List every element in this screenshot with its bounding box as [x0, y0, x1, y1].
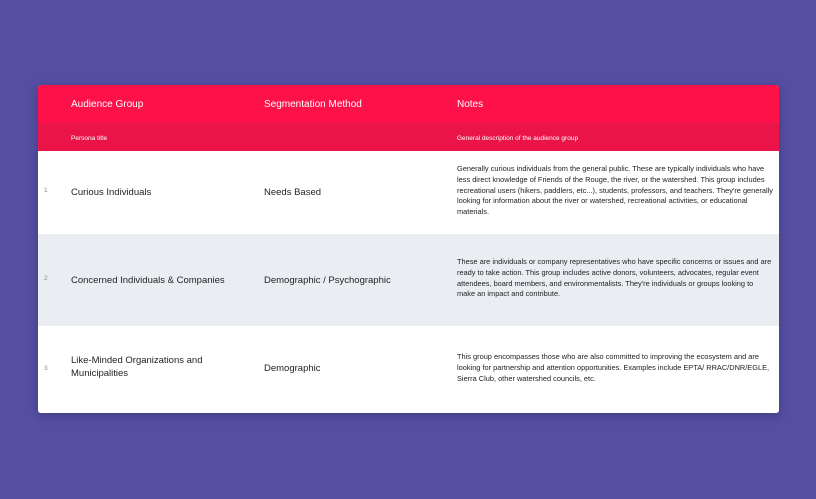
notes-cell: This group encompasses those who are also committed to improving the ecosystem and are looking for partnership and attention opportunities. Examples include EPTA/ RRAC/DNR/EGLE, Sierra Club, other watershed councils, etc.: [457, 352, 770, 383]
audience-group-cell: Curious Individuals: [71, 187, 152, 198]
audience-table-card: [38, 85, 779, 413]
header-notes: Notes: [457, 99, 484, 110]
table-header-row: [38, 85, 779, 123]
subheader-notes-description: General description of the audience group: [457, 135, 579, 142]
segmentation-method-cell: Demographic / Psychographic: [264, 275, 391, 286]
table-row: [38, 326, 779, 413]
table-row: [38, 234, 779, 326]
row-number: 1: [44, 187, 48, 194]
notes-cell: These are individuals or company representatives who have specific concerns or issues and are ready to take action. This group includes active donors, volunteers, advocates, regular event attendees, board members, and environmentalists. They're individuals or groups looking to make an impact and contribute.: [457, 257, 772, 299]
segmentation-method-cell: Needs Based: [264, 187, 322, 198]
segmentation-method-cell: Demographic: [264, 363, 321, 374]
table-subheader-row: [38, 123, 779, 151]
row-number: 2: [44, 275, 48, 282]
notes-cell: Generally curious individuals from the general public. These are typically individuals who have less direct knowledge of Friends of the Rouge, the river, or the watershed. This group includes recreational users (hikers, paddlers, etc...), students, professors, and teachers. They're generally looking for information about the river or watershed, recreational activities, or educational materials.: [457, 164, 773, 217]
audience-group-cell: Concerned Individuals & Companies: [71, 275, 225, 286]
header-segmentation-method: Segmentation Method: [264, 99, 362, 110]
subheader-persona-title: Persona title: [71, 135, 108, 142]
table-row: [38, 151, 779, 234]
header-audience-group: Audience Group: [71, 99, 144, 110]
row-number: 3: [44, 365, 48, 372]
audience-group-cell: Like-Minded Organizations and Municipalities: [71, 355, 203, 379]
